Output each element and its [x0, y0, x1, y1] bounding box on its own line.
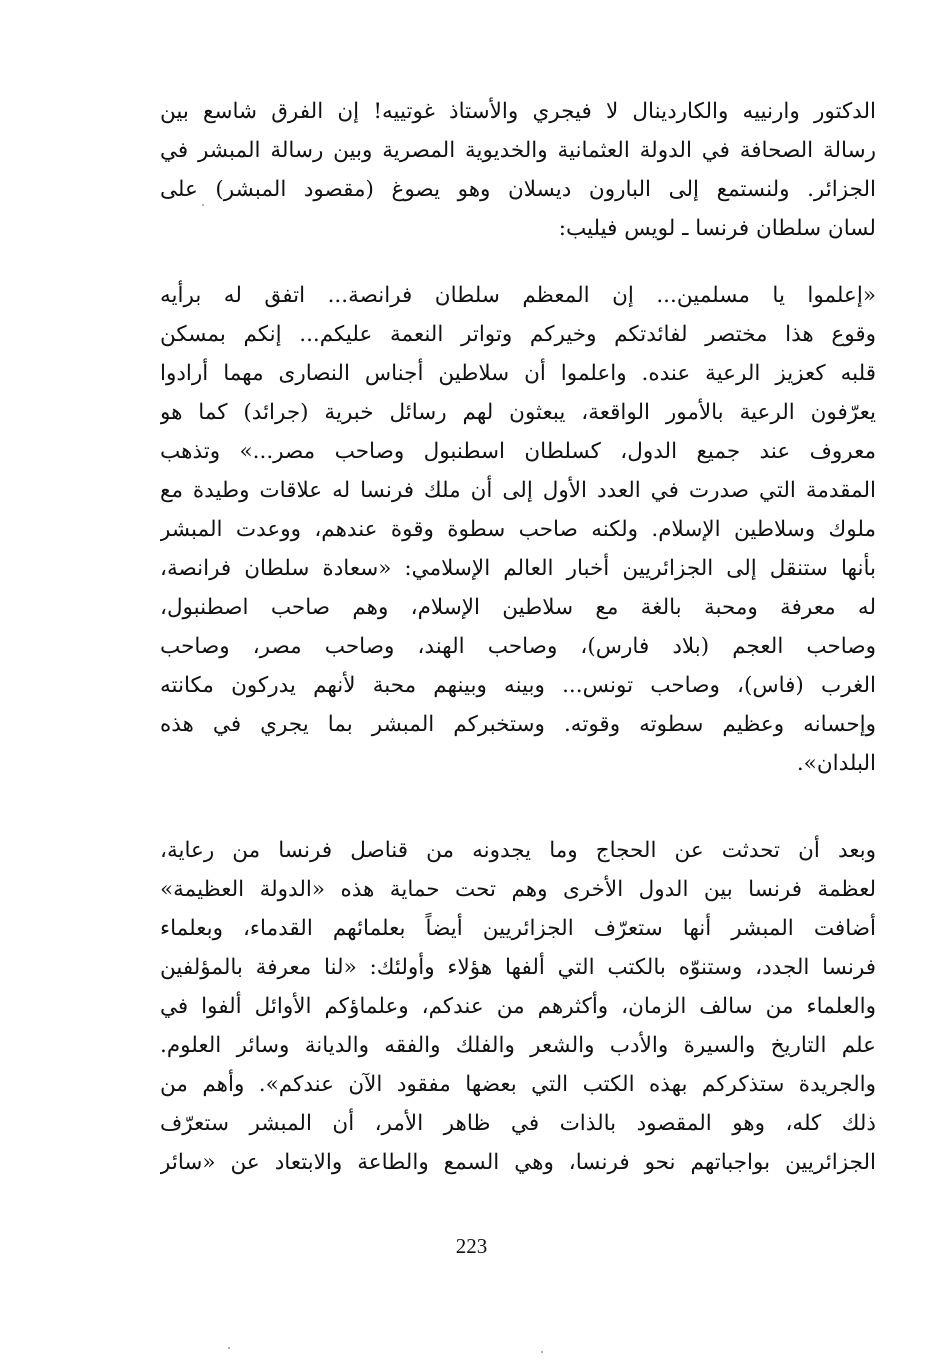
text-line: المقدمة التي صدرت في العدد الأول إلى أن ملك فرنسا له علاقات وطيدة مع [160, 478, 876, 503]
text-line: قلبه كعزيز الرعية عنده. واعلموا أن سلاطين أجناس النصارى مهما أرادوا [160, 361, 876, 386]
text-line: علم التاريخ والسيرة والأدب والشعر والفلك والفقه والديانة وسائر العلوم. [160, 1033, 876, 1058]
text-line: لعظمة فرنسا بين الدول الأخرى وهم تحت حماية هذه «الدولة العظيمة» [160, 877, 876, 902]
text-line: يعرّفون الرعية بالأمور الواقعة، يبعثون لهم رسائل خبرية (جرائد) كما هو [160, 400, 876, 425]
scan-speck [202, 204, 204, 206]
paragraph-2-quotation [160, 276, 876, 783]
text-line: ذلك كله، وهو المقصود بالذات في ظاهر الأمر، أن المبشر ستعرّف [160, 1111, 876, 1136]
paragraph-1 [160, 92, 876, 248]
text-line: الغرب (فاس)، وصاحب تونس... وبينه وبينهم محبة لأنهم يدركون مكانته [160, 673, 876, 698]
text-line: الدكتور وارنييه والكاردينال لا فيجري والأستاذ غوتييه! إن الفرق شاسع بين [160, 99, 876, 124]
text-line: والجريدة ستذكركم بهذه الكتب التي بعضها مفقود الآن عندكم». وأهم من [160, 1072, 876, 1097]
text-line: والعلماء من سالف الزمان، وأكثرهم من عندكم، وعلماؤكم الأوائل ألفوا في [160, 994, 876, 1019]
text-line: فرنسا الجدد، وستنوّه بالكتب التي ألفها هؤلاء وأولئك: «لنا معرفة بالمؤلفين [160, 955, 876, 980]
page-number: 223 [455, 1234, 488, 1258]
text-line: وإحسانه وعظيم سطوته وقوته. وستخبركم المبشر بما يجري في هذه [160, 712, 876, 737]
text-line: أضافت المبشر أنها ستعرّف الجزائريين أيضاً بعلمائهم القدماء، وبعلماء [160, 916, 876, 941]
text-line: ملوك وسلاطين الإسلام. ولكنه صاحب سطوة وقوة عندهم، ووعدت المبشر [160, 517, 876, 542]
text-line: «إعلموا يا مسلمين... إن المعظم سلطان فرانصة... اتفق له برأيه [160, 283, 876, 308]
text-line: وقوع هذا مختصر لفائدتكم وخيركم وتواتر النعمة عليكم... إنكم بمسكن [160, 322, 876, 347]
text-line: بأنها ستنقل إلى الجزائريين أخبار العالم الإسلامي: «سعادة سلطان فرانصة، [160, 556, 876, 581]
text-line: البلدان». [796, 751, 876, 776]
paragraph-3 [160, 831, 876, 1182]
text-line: لسان سلطان فرنسا ـ لويس فيليب: [558, 216, 876, 241]
scan-speck [228, 1347, 230, 1349]
text-line: له معرفة ومحبة بالغة مع سلاطين الإسلام، وهم صاحب اصطنبول، [160, 595, 876, 620]
text-line: الجزائر. ولنستمع إلى البارون ديسلان وهو يصوغ (مقصود المبشر) على [160, 177, 876, 202]
text-line: معروف عند جميع الدول، كسلطان اسطنبول وصاحب مصر...» وتذهب [160, 439, 876, 464]
text-line: الجزائريين بواجباتهم نحو فرنسا، وهي السمع والطاعة والابتعاد عن «سائر [160, 1150, 876, 1175]
text-line: وصاحب العجم (بلاد فارس)، وصاحب الهند، وصاحب مصر، وصاحب [160, 634, 876, 659]
text-line: رسالة الصحافة في الدولة العثمانية والخديوية المصرية وبين رسالة المبشر في [160, 138, 876, 163]
scan-speck [541, 1351, 543, 1353]
text-line: وبعد أن تحدثت عن الحجاج وما يجدونه من قناصل فرنسا من رعاية، [160, 838, 876, 863]
